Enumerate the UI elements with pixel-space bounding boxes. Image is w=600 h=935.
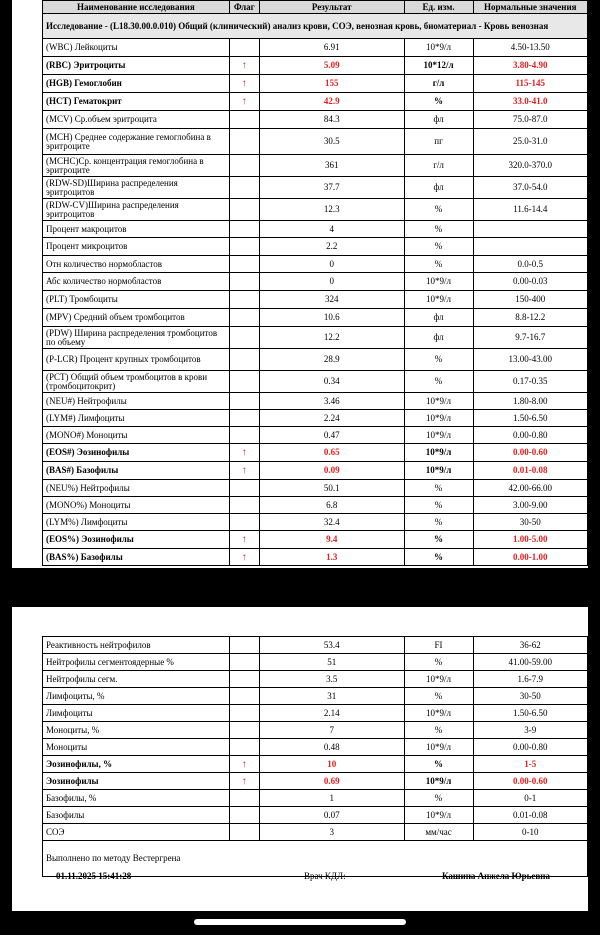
row-result: 42.9 (259, 93, 404, 111)
row-name: (PLT) Тромбоциты (43, 291, 230, 309)
row-unit: % (404, 349, 473, 371)
row-unit: 10*9/л (404, 671, 473, 688)
table-row (43, 549, 588, 566)
table-row (43, 427, 588, 444)
table-row (43, 256, 588, 273)
table-row (43, 773, 588, 790)
row-norm (473, 238, 587, 256)
row-result: 50.1 (259, 480, 404, 497)
header-unit: Ед. изм. (404, 1, 473, 14)
row-name: Лимфоциты, % (43, 688, 230, 705)
doctor-label: Врач КДЛ: (304, 871, 346, 881)
row-name: (PCT) Общий объем тромбоцитов в крови (тромбоцитокрит) (43, 371, 230, 393)
row-unit: г/л (404, 75, 473, 93)
row-norm: 75.0-87.0 (473, 111, 587, 129)
row-flag (229, 671, 259, 688)
row-unit: 10*9/л (404, 444, 473, 462)
row-norm: 0-10 (473, 824, 587, 841)
row-result: 6.91 (259, 39, 404, 57)
row-result: 32.4 (259, 514, 404, 531)
row-flag (229, 654, 259, 671)
row-flag (229, 807, 259, 824)
row-unit: г/л (404, 155, 473, 177)
row-result: 31 (259, 688, 404, 705)
row-norm: 0-1 (473, 790, 587, 807)
row-name: Эозинофилы, % (43, 756, 230, 773)
row-flag (229, 688, 259, 705)
row-result: 9.4 (259, 531, 404, 549)
row-unit: фл (404, 177, 473, 199)
row-result: 51 (259, 654, 404, 671)
row-flag (229, 155, 259, 177)
row-unit: % (404, 497, 473, 514)
row-norm: 41.00-59.00 (473, 654, 587, 671)
results-table-2 (42, 636, 588, 877)
row-norm: 36-62 (473, 637, 587, 654)
row-result: 0.69 (259, 773, 404, 790)
row-unit: 10*9/л (404, 39, 473, 57)
row-unit: 10*9/л (404, 705, 473, 722)
row-name: (MPV) Средний объем тромбоцитов (43, 309, 230, 327)
row-flag (229, 129, 259, 155)
row-norm: 0.01-0.08 (473, 462, 587, 480)
row-norm: 4.50-13.50 (473, 39, 587, 57)
row-result: 7 (259, 722, 404, 739)
row-flag (229, 291, 259, 309)
row-flag: ↑ (229, 531, 259, 549)
row-result: 0 (259, 273, 404, 291)
row-unit: пг (404, 129, 473, 155)
row-unit: фл (404, 309, 473, 327)
section-title: Исследование - (L18.30.00.0.010) Общий (клинический) анализ крови, СОЭ, венозная кровь, биоматериал - Кровь венозная (43, 14, 588, 39)
table-row (43, 129, 588, 155)
row-flag: ↑ (229, 93, 259, 111)
row-flag: ↑ (229, 444, 259, 462)
row-norm: 0.00-0.60 (473, 773, 587, 790)
table-row (43, 75, 588, 93)
table-row (43, 722, 588, 739)
row-norm: 115-145 (473, 75, 587, 93)
table-row (43, 824, 588, 841)
row-norm: 30-50 (473, 514, 587, 531)
table-row (43, 531, 588, 549)
row-unit: фл (404, 111, 473, 129)
row-name: Процент микроцитов (43, 238, 230, 256)
row-name: (NEU%) Нейтрофилы (43, 480, 230, 497)
row-unit: 10*9/л (404, 739, 473, 756)
row-norm: 1.50-6.50 (473, 705, 587, 722)
row-result: 28.9 (259, 349, 404, 371)
table-row (43, 444, 588, 462)
table-row (43, 177, 588, 199)
row-unit: % (404, 722, 473, 739)
row-unit: % (404, 549, 473, 566)
row-result: 53.4 (259, 637, 404, 654)
row-flag (229, 637, 259, 654)
row-unit: % (404, 654, 473, 671)
results-table-1 (42, 0, 588, 566)
row-norm: 11.6-14.4 (473, 199, 587, 221)
row-name: Нейтрофилы сегм. (43, 671, 230, 688)
row-unit: % (404, 371, 473, 393)
table-row (43, 199, 588, 221)
table-row (43, 739, 588, 756)
row-name: (EOS#) Эозинофилы (43, 444, 230, 462)
row-flag (229, 514, 259, 531)
row-flag (229, 273, 259, 291)
row-unit: % (404, 756, 473, 773)
row-result: 361 (259, 155, 404, 177)
row-name: (PDW) Ширина распределения тромбоцитов по объему (43, 327, 230, 349)
row-name: (BAS#) Базофилы (43, 462, 230, 480)
row-flag: ↑ (229, 756, 259, 773)
row-result: 2.24 (259, 410, 404, 427)
row-name: Процент макроцитов (43, 221, 230, 238)
table-row (43, 480, 588, 497)
row-flag (229, 497, 259, 514)
row-unit: FI (404, 637, 473, 654)
row-name: Моноциты (43, 739, 230, 756)
row-name: (EOS%) Эозинофилы (43, 531, 230, 549)
row-norm: 0.00-1.00 (473, 549, 587, 566)
row-flag (229, 327, 259, 349)
row-unit: 10*9/л (404, 427, 473, 444)
row-name: Базофилы, % (43, 790, 230, 807)
table-row (43, 790, 588, 807)
row-flag (229, 371, 259, 393)
row-norm: 3.80-4.90 (473, 57, 587, 75)
row-norm: 150-400 (473, 291, 587, 309)
row-result: 155 (259, 75, 404, 93)
row-norm: 3-9 (473, 722, 587, 739)
table-row (43, 155, 588, 177)
table-row (43, 705, 588, 722)
row-name: (NEU#) Нейтрофилы (43, 393, 230, 410)
row-name: Отн количество нормобластов (43, 256, 230, 273)
header-name: Наименование исследования (43, 1, 230, 14)
row-unit: 10*12/л (404, 57, 473, 75)
row-result: 1.3 (259, 549, 404, 566)
row-result: 0.47 (259, 427, 404, 444)
row-result: 5.09 (259, 57, 404, 75)
row-name: Моноциты, % (43, 722, 230, 739)
table-row (43, 93, 588, 111)
row-norm: 33.0-41.0 (473, 93, 587, 111)
table-row (43, 514, 588, 531)
table-row (43, 688, 588, 705)
row-name: (MONO#) Моноциты (43, 427, 230, 444)
row-name: (BAS%) Базофилы (43, 549, 230, 566)
table-row (43, 291, 588, 309)
row-flag (229, 790, 259, 807)
table-row (43, 39, 588, 57)
table-row (43, 462, 588, 480)
table-row (43, 238, 588, 256)
row-flag (229, 238, 259, 256)
row-result: 37.7 (259, 177, 404, 199)
row-result: 10 (259, 756, 404, 773)
row-result: 4 (259, 221, 404, 238)
row-result: 12.2 (259, 327, 404, 349)
row-flag: ↑ (229, 462, 259, 480)
row-flag (229, 722, 259, 739)
row-unit: % (404, 688, 473, 705)
row-name: Реактивность нейтрофилов (43, 637, 230, 654)
row-norm: 1.80-8.00 (473, 393, 587, 410)
doctor-name: Кашина Анжела Юрьевна (442, 871, 550, 881)
row-result: 0.65 (259, 444, 404, 462)
row-norm: 30-50 (473, 688, 587, 705)
row-name: (HGB) Гемоглобин (43, 75, 230, 93)
header-norm: Нормальные значения (473, 1, 587, 14)
row-norm: 0.0-0.5 (473, 256, 587, 273)
row-unit: мм/час (404, 824, 473, 841)
row-unit: % (404, 514, 473, 531)
row-name: (P-LCR) Процент крупных тромбоцитов (43, 349, 230, 371)
row-name: (MONO%) Моноциты (43, 497, 230, 514)
row-flag (229, 739, 259, 756)
table-row (43, 654, 588, 671)
row-name: Эозинофилы (43, 773, 230, 790)
row-name: (RDW-CV)Ширина распределения эритроцитов (43, 199, 230, 221)
row-flag: ↑ (229, 57, 259, 75)
row-unit: % (404, 480, 473, 497)
row-result: 324 (259, 291, 404, 309)
table-row (43, 410, 588, 427)
row-flag (229, 480, 259, 497)
row-name: Лимфоциты (43, 705, 230, 722)
method-note: Выполнено по методу Вестергрена (43, 841, 588, 877)
row-flag: ↑ (229, 549, 259, 566)
home-indicator[interactable] (194, 919, 406, 925)
row-flag: ↑ (229, 773, 259, 790)
row-result: 10.6 (259, 309, 404, 327)
row-flag (229, 39, 259, 57)
row-result: 3.5 (259, 671, 404, 688)
row-result: 84.3 (259, 111, 404, 129)
row-flag (229, 410, 259, 427)
table-row (43, 497, 588, 514)
row-flag (229, 309, 259, 327)
row-flag (229, 111, 259, 129)
row-norm: 320.0-370.0 (473, 155, 587, 177)
table-row (43, 671, 588, 688)
table-row (43, 273, 588, 291)
row-norm: 37.0-54.0 (473, 177, 587, 199)
row-unit: % (404, 221, 473, 238)
table-row (43, 393, 588, 410)
row-result: 30.5 (259, 129, 404, 155)
row-norm: 1.6-7.9 (473, 671, 587, 688)
row-unit: % (404, 238, 473, 256)
row-flag: ↑ (229, 75, 259, 93)
row-norm: 1.00-5.00 (473, 531, 587, 549)
table-row (43, 756, 588, 773)
row-unit: 10*9/л (404, 807, 473, 824)
row-unit: 10*9/л (404, 410, 473, 427)
row-unit: 10*9/л (404, 773, 473, 790)
row-unit: % (404, 531, 473, 549)
table-row (43, 807, 588, 824)
row-norm: 3.00-9.00 (473, 497, 587, 514)
row-result: 2.2 (259, 238, 404, 256)
row-result: 0.48 (259, 739, 404, 756)
row-result: 2.14 (259, 705, 404, 722)
row-unit: % (404, 256, 473, 273)
row-unit: 10*9/л (404, 291, 473, 309)
row-norm: 8.8-12.2 (473, 309, 587, 327)
row-result: 0.07 (259, 807, 404, 824)
row-name: (LYM#) Лимфоциты (43, 410, 230, 427)
row-flag (229, 705, 259, 722)
row-result: 1 (259, 790, 404, 807)
row-norm: 42.00-66.00 (473, 480, 587, 497)
row-norm: 0.00-0.03 (473, 273, 587, 291)
table-row (43, 349, 588, 371)
row-name: Базофилы (43, 807, 230, 824)
row-name: Нейтрофилы сегментоядерные % (43, 654, 230, 671)
row-norm: 0.00-0.80 (473, 427, 587, 444)
row-norm: 9.7-16.7 (473, 327, 587, 349)
row-norm: 0.01-0.08 (473, 807, 587, 824)
row-result: 3.46 (259, 393, 404, 410)
row-norm: 1-5 (473, 756, 587, 773)
row-unit: 10*9/л (404, 462, 473, 480)
row-flag (229, 221, 259, 238)
row-name: (LYM%) Лимфоциты (43, 514, 230, 531)
report-datetime: 01.11.2025 15:41:28 (56, 871, 132, 881)
row-result: 6.8 (259, 497, 404, 514)
row-flag (229, 824, 259, 841)
row-result: 0.09 (259, 462, 404, 480)
row-unit: % (404, 93, 473, 111)
table-row (43, 221, 588, 238)
row-flag (229, 177, 259, 199)
row-norm (473, 221, 587, 238)
row-result: 12.3 (259, 199, 404, 221)
row-name: (HCT) Гематокрит (43, 93, 230, 111)
row-unit: % (404, 790, 473, 807)
header-flag: Флаг (229, 1, 259, 14)
row-norm: 13.00-43.00 (473, 349, 587, 371)
row-result: 0.34 (259, 371, 404, 393)
header-result: Результат (259, 1, 404, 14)
row-norm: 0.00-0.60 (473, 444, 587, 462)
table-row (43, 327, 588, 349)
row-flag (229, 349, 259, 371)
table-row (43, 111, 588, 129)
row-flag (229, 427, 259, 444)
row-name: (MCV) Ср.объем эритроцита (43, 111, 230, 129)
row-unit: 10*9/л (404, 273, 473, 291)
row-flag (229, 256, 259, 273)
row-result: 3 (259, 824, 404, 841)
table-row (43, 57, 588, 75)
row-norm: 0.17-0.35 (473, 371, 587, 393)
row-unit: фл (404, 327, 473, 349)
row-norm: 25.0-31.0 (473, 129, 587, 155)
table-row (43, 371, 588, 393)
row-name: (WBC) Лейкоциты (43, 39, 230, 57)
row-name: СОЭ (43, 824, 230, 841)
row-name: (MCH) Среднее содержание гемоглобина в эритроците (43, 129, 230, 155)
row-name: (RDW-SD)Ширина распределения эритроцитов (43, 177, 230, 199)
table-row (43, 309, 588, 327)
row-name: (MCHC)Ср. концентрация гемоглобина в эритроците (43, 155, 230, 177)
row-result: 0 (259, 256, 404, 273)
row-unit: % (404, 199, 473, 221)
row-norm: 0.00-0.80 (473, 739, 587, 756)
row-unit: 10*9/л (404, 393, 473, 410)
row-norm: 1.50-6.50 (473, 410, 587, 427)
row-flag (229, 199, 259, 221)
row-name: (RBC) Эритроциты (43, 57, 230, 75)
table-row (43, 637, 588, 654)
row-flag (229, 393, 259, 410)
row-name: Абс количество нормобластов (43, 273, 230, 291)
